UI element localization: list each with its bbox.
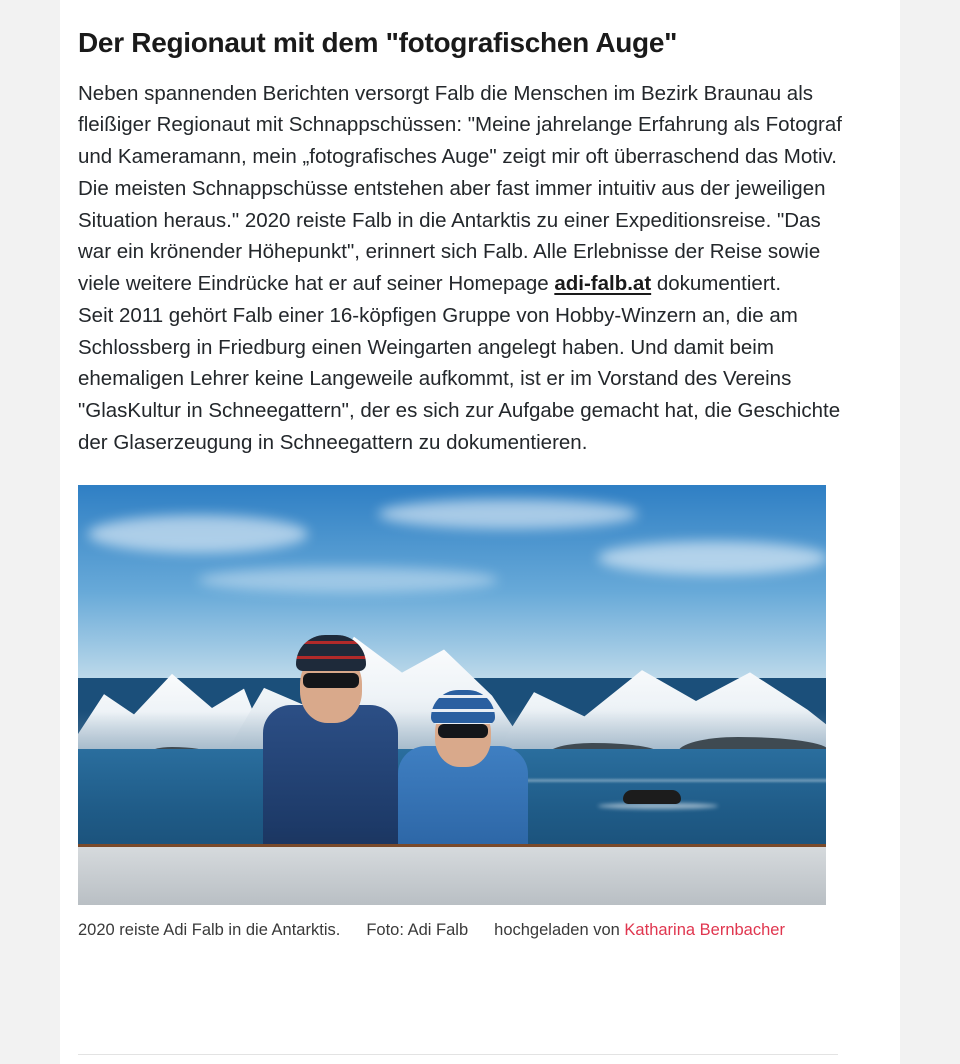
figure-caption <box>78 905 826 943</box>
photo-credit: Foto: Adi Falb <box>366 920 469 939</box>
page-title: Der Regionaut mit dem "fotografischen Auge" <box>78 27 678 58</box>
paragraph-1-text-after-link: dokumentiert. <box>651 272 782 296</box>
article-paragraph-2: Seit 2011 gehört Falb einer 16-köpfigen Gruppe von Hobby-Winzern an, die am Schlossberg in Friedburg einen Weingarten angelegt haben. Und damit beim ehemaligen Lehrer keine Langeweile aufkommt, ist er im Vorstand des Vereins "GlasKultur in Schneegattern", der es sich zur Aufgabe gemacht hat, die Geschichte der Glaserzeugung in Schneegattern zu dokumentieren. <box>78 303 841 455</box>
article-figure <box>78 485 826 943</box>
photo-cloud <box>88 515 308 553</box>
photo-zodiac-boat <box>623 790 681 804</box>
article-body <box>78 78 848 459</box>
homepage-link[interactable]: adi-falb.at <box>554 272 652 296</box>
photo-cloud <box>198 567 498 593</box>
photo-cloud <box>378 499 638 529</box>
photo-sunglasses <box>303 673 359 688</box>
paragraph-1-text-before-link: Neben spannenden Berichten versorgt Falb die Menschen im Bezirk Braunau als fleißiger Regionaut mit Schnappschüssen: "Meine jahrelange Erfahrung als Fotograf und Kameramann, mein „fotografisches Auge" zeigt mir oft überraschend das Motiv. Die meisten Schnappschüsse entstehen aber fast immer intuitiv aus der jeweiligen Situation heraus." 2020 reiste Falb in die Antarktis zu einer Expeditionsreise. "Das war ein krönender Höhepunkt", erinnert sich Falb. Alle Erlebnisse der Reise sowie viele weitere Eindrücke hat er auf seiner Homepage <box>78 81 842 296</box>
uploader-link[interactable]: Katharina Bernbacher <box>624 920 785 939</box>
photo-sea-glint <box>498 779 826 782</box>
content-divider <box>78 1054 838 1055</box>
article-paragraph-1 <box>78 78 848 300</box>
caption-text: 2020 reiste Adi Falb in die Antarktis. <box>78 920 341 939</box>
photo-ship-deck <box>78 847 826 905</box>
photo-cloud <box>598 541 826 575</box>
antarctica-photo <box>78 485 826 905</box>
photo-beanie <box>296 635 366 671</box>
photo-beanie <box>431 690 495 724</box>
uploader-prefix: hochgeladen von <box>494 920 625 939</box>
photo-sunglasses <box>438 724 488 738</box>
article-container <box>60 0 900 1064</box>
